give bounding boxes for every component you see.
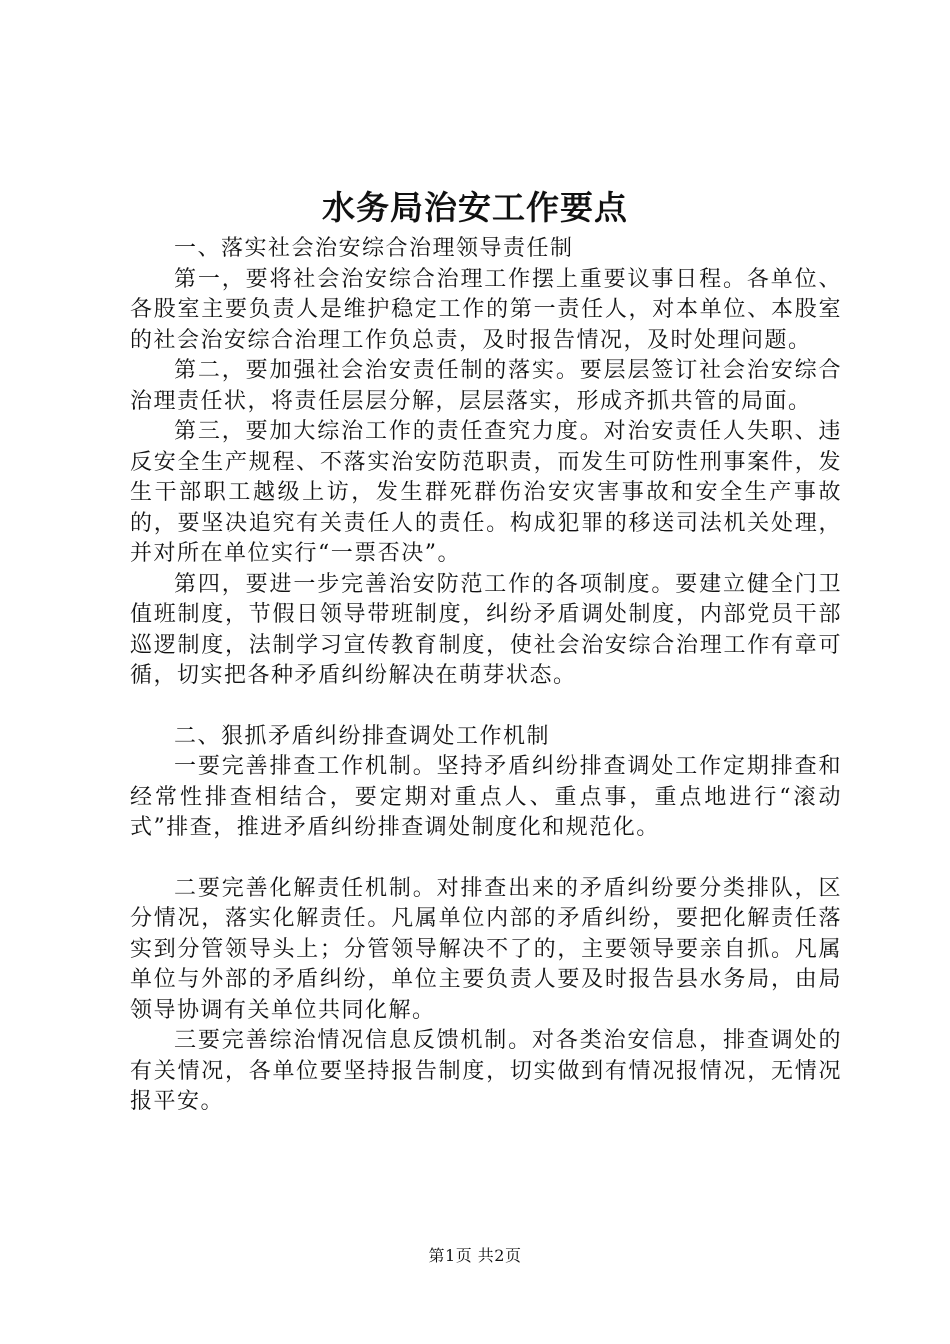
paragraph-spacer [130,844,842,874]
paragraph-second: 第二，要加强社会治安责任制的落实。要层层签订社会治安综合治理责任状，将责任层层分解，层层落实，形成齐抓共管的局面。 [130,358,842,414]
paragraph-fourth: 第四，要进一步完善治安防范工作的各项制度。要建立健全门卫值班制度，节假日领导带班制度，纠纷矛盾调处制度，内部党员干部巡逻制度，法制学习宣传教育制度，使社会治安综合治理工作有章可循，切实把各种矛盾纠纷解决在萌芽状态。 [130,571,842,688]
paragraph-investigation-mechanism: 一要完善排查工作机制。坚持矛盾纠纷排查调处工作定期排查和经常性排查相结合，要定期对重点人、重点事，重点地进行“滚动式”排查，推进矛盾纠纷排查调处制度化和规范化。 [130,754,842,840]
paragraph-first: 第一，要将社会治安综合治理工作摆上重要议事日程。各单位、各股室主要负责人是维护稳定工作的第一责任人，对本单位、本股室的社会治安综合治理工作负总责，及时报告情况，及时处理问题。 [130,266,842,353]
document-title: 水务局治安工作要点 [322,188,628,227]
page-number-footer: 第1页 共2页 [428,1246,522,1265]
section-heading-2: 二、狠抓矛盾纠纷排查调处工作机制 [174,723,551,749]
paragraph-spacer [130,692,842,722]
paragraph-feedback-mechanism: 三要完善综治情况信息反馈机制。对各类治安信息，排查调处的有关情况，各单位要坚持报告制度，切实做到有情况报情况，无情况报平安。 [130,1028,842,1114]
paragraph-third: 第三，要加大综治工作的责任查究力度。对治安责任人失职、违反安全生产规程、不落实治安防范职责，而发生可防性刑事案件，发生干部职工越级上访，发生群死群伤治安灾害事故和安全生产事故的，要坚决追究有关责任人的责任。构成犯罪的移送司法机关处理，并对所在单位实行“一票否决”。 [130,419,842,566]
section-heading-1: 一、落实社会治安综合治理领导责任制 [174,236,574,261]
paragraph-resolution-mechanism: 二要完善化解责任机制。对排查出来的矛盾纠纷要分类排队，区分情况，落实化解责任。凡属单位内部的矛盾纠纷，要把化解责任落实到分管领导头上；分管领导解决不了的，主要领导要亲自抓。凡属单位与外部的矛盾纠纷，单位主要负责人要及时报告县水务局，由局领导协调有关单位共同化解。 [130,875,842,1023]
document-body [130,234,842,1118]
